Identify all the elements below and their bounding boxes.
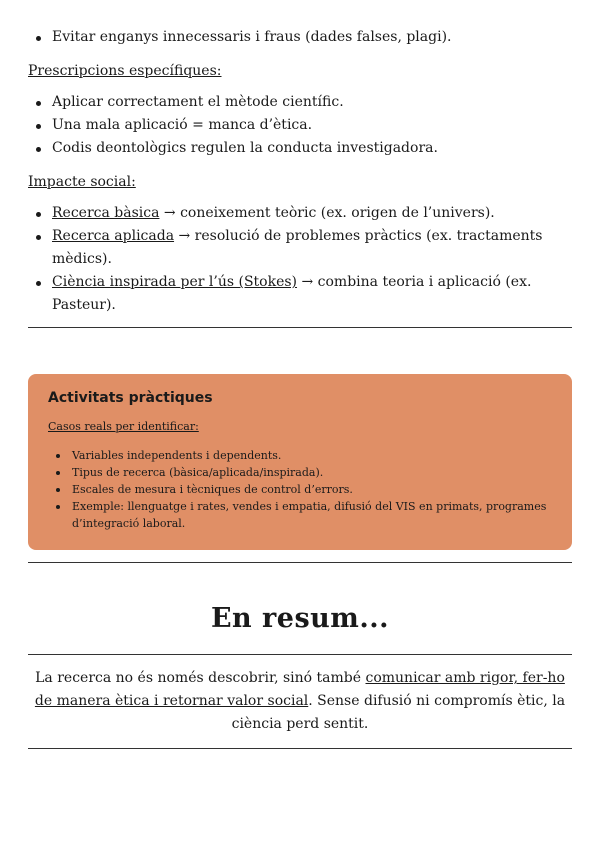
list-item: Aplicar correctament el mètode científic. — [52, 91, 572, 114]
activities-box — [28, 374, 572, 550]
intro-list — [28, 26, 572, 49]
summary-text-start: La recerca no és només descobrir, sinó també — [35, 670, 366, 686]
list-item — [52, 271, 572, 317]
impact-description: → coneixement teòric (ex. origen de l’univers). — [159, 205, 495, 221]
list-item: Una mala aplicació = manca d’ètica. — [52, 114, 572, 137]
summary-text-end: . Sense difusió ni compromís ètic, la ciència perd sentit. — [231, 693, 566, 732]
summary-text — [28, 655, 572, 748]
impact-description: → combina teoria i aplicació (ex. Pasteur). — [52, 274, 532, 313]
impact-term: Recerca bàsica — [52, 205, 160, 221]
summary-title: En resum... — [210, 603, 390, 634]
impact-description: → resolució de problemes pràctics (ex. tractaments mèdics). — [52, 228, 543, 267]
list-item — [52, 225, 572, 271]
impact-term: Ciència inspirada per l’ús (Stokes) — [52, 274, 298, 290]
list-item — [52, 202, 572, 225]
impact-term: Recerca aplicada — [52, 228, 175, 244]
summary-highlight: comunicar amb rigor, fer-ho de manera ètica i retornar valor social — [34, 670, 565, 709]
list-item: Variables independents i dependents. — [72, 447, 552, 464]
activities-title: Activitats pràctiques — [48, 390, 213, 406]
document-page — [28, 26, 572, 749]
list-item: Codis deontològics regulen la conducta investigadora. — [52, 137, 572, 160]
divider — [28, 748, 572, 749]
prescriptions-heading: Prescripcions específiques: — [28, 63, 222, 79]
impact-heading: Impacte social: — [28, 174, 136, 190]
list-item: Evitar enganys innecessaris i fraus (dades falses, plagi). — [52, 26, 572, 49]
prescriptions-list — [28, 91, 572, 160]
list-item: Escales de mesura i tècniques de control d’errors. — [72, 481, 552, 498]
divider — [28, 327, 572, 328]
list-item: Exemple: llenguatge i rates, vendes i empatia, difusió del VIS en primats, programes d’integració laboral. — [72, 498, 552, 532]
activities-list — [48, 447, 552, 532]
impact-list — [28, 202, 572, 317]
list-item: Tipus de recerca (bàsica/aplicada/inspirada). — [72, 464, 552, 481]
activities-subtitle: Casos reals per identificar: — [48, 420, 199, 433]
divider — [28, 562, 572, 563]
